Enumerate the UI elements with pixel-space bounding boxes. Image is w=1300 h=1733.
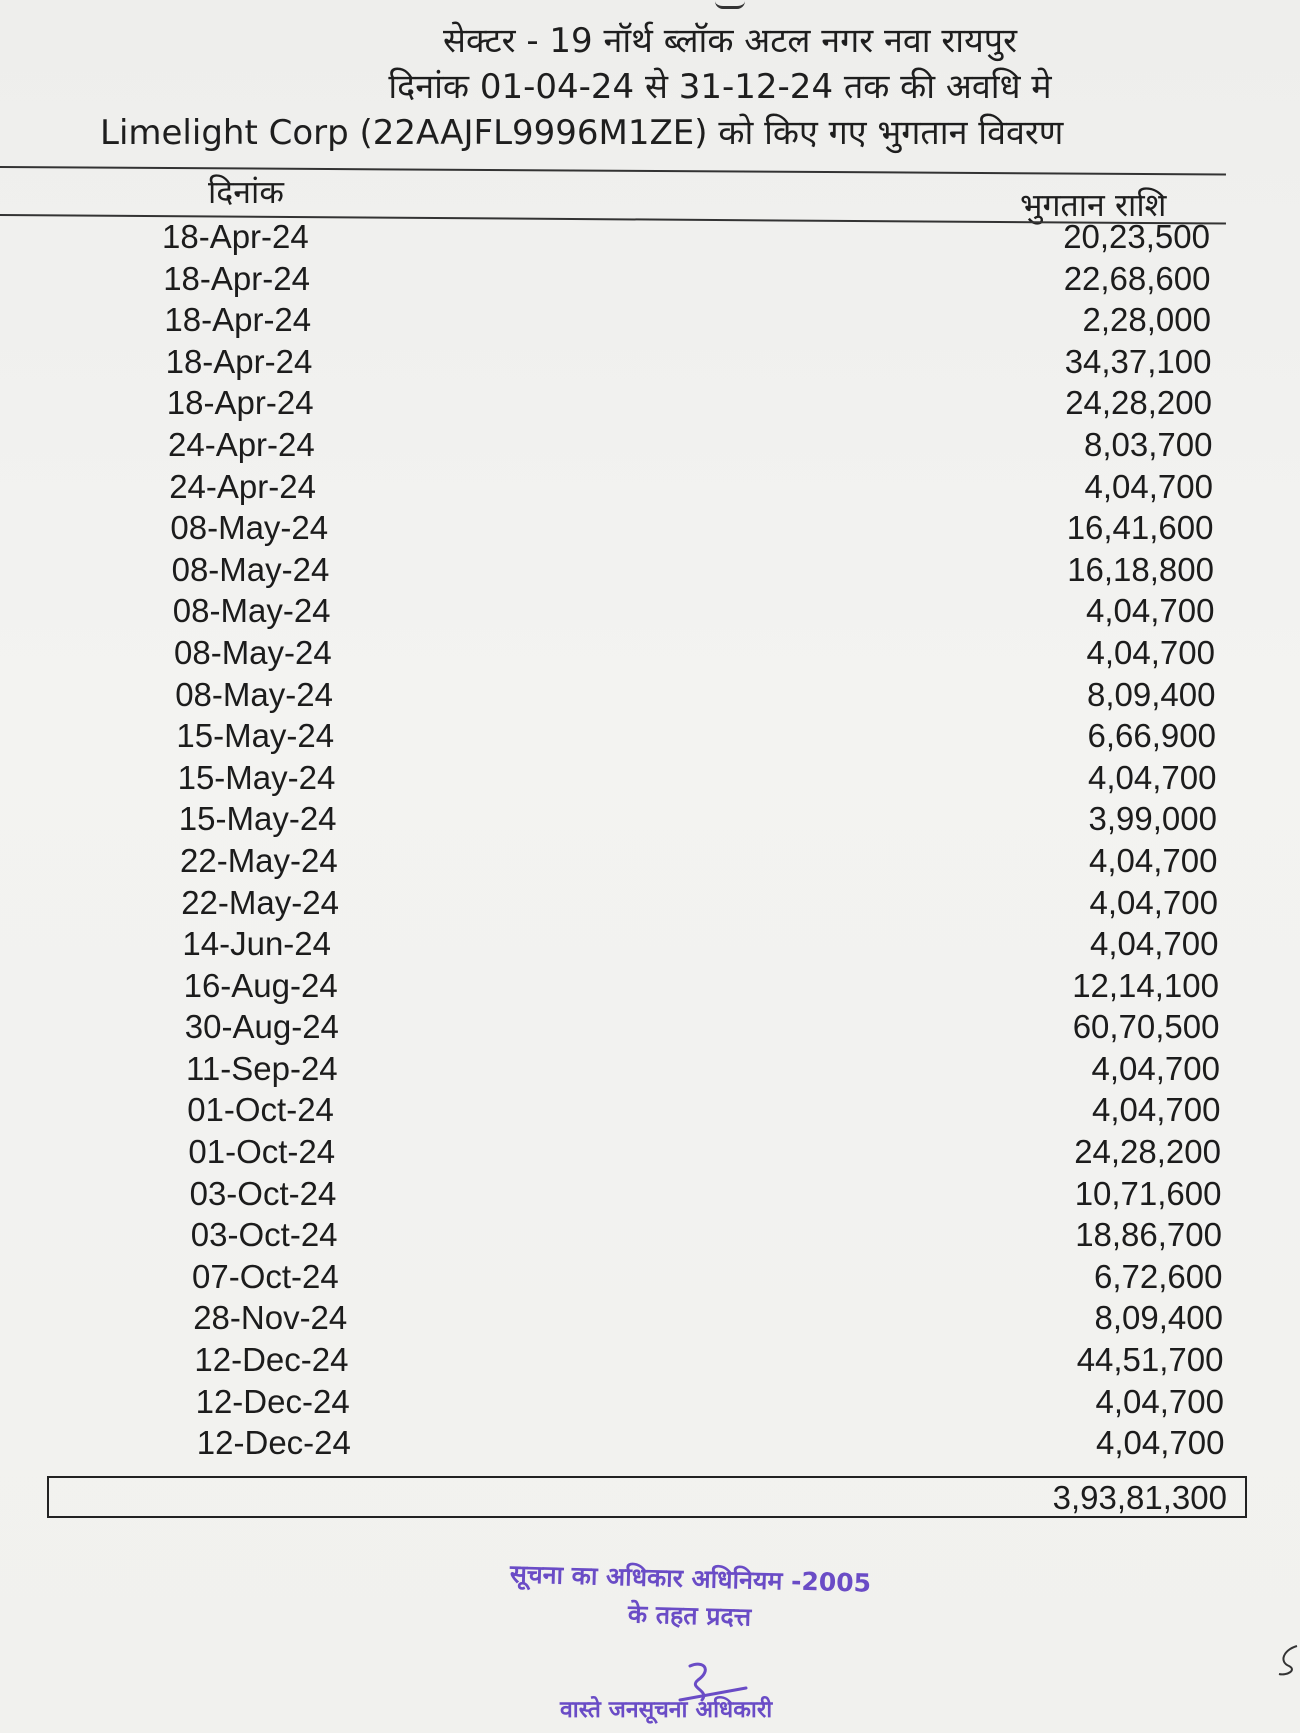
cut-off-heading-mark	[715, 0, 745, 9]
payment-date: 18-Apr-24	[166, 384, 314, 422]
payment-date: 08-May-24	[172, 592, 331, 630]
table-row	[0, 258, 1300, 300]
payment-amount: 4,04,700	[1086, 633, 1215, 671]
payment-amount: 18,86,700	[1075, 1216, 1222, 1254]
header-office-address: सेक्टर - 19 नॉर्थ ब्लॉक अटल नगर नवा रायपुर	[442, 21, 1018, 61]
stamp-act-text: सूचना का अधिकार अधिनियम -2005	[509, 1559, 872, 1598]
payment-date: 28-Nov-24	[193, 1299, 348, 1337]
table-row	[0, 965, 1300, 1007]
payment-date: 16-Aug-24	[183, 966, 338, 1004]
payment-date: 22-May-24	[180, 841, 338, 879]
payment-amount: 16,41,600	[1066, 509, 1214, 547]
header-period: दिनांक 01-04-24 से 31-12-24 तक की अवधि मे	[388, 67, 1052, 107]
payment-amount: 34,37,100	[1064, 342, 1212, 380]
table-row	[0, 1422, 1300, 1464]
payment-date: 24-Apr-24	[168, 425, 315, 463]
payment-date: 08-May-24	[171, 550, 330, 588]
payment-amount: 4,04,700	[1089, 883, 1218, 921]
payment-amount: 24,28,200	[1065, 384, 1212, 422]
table-row	[0, 674, 1300, 716]
payment-amount: 4,04,700	[1092, 1091, 1221, 1129]
payment-amount: 4,04,700	[1095, 1382, 1224, 1420]
payment-amount: 4,04,700	[1091, 1049, 1220, 1087]
table-row	[0, 798, 1300, 840]
payment-amount: 8,09,400	[1094, 1299, 1223, 1337]
table-row	[0, 632, 1300, 674]
table-row	[0, 549, 1300, 591]
table-row	[0, 1089, 1300, 1131]
payment-amount: 16,18,800	[1067, 550, 1214, 588]
column-header-amount: भुगतान राशि	[1020, 186, 1167, 224]
payment-amount: 22,68,600	[1063, 259, 1211, 297]
payment-amount: 10,71,600	[1074, 1174, 1222, 1212]
table-row	[0, 1048, 1300, 1090]
payment-date: 15-May-24	[177, 758, 336, 796]
payment-date: 07-Oct-24	[192, 1257, 339, 1295]
payment-date: 15-May-24	[178, 800, 337, 838]
payment-date: 01-Oct-24	[188, 1133, 336, 1171]
rti-stamp	[429, 1553, 951, 1641]
payment-amount: 2,28,000	[1082, 301, 1211, 339]
payment-date: 11-Sep-24	[186, 1049, 338, 1087]
payment-amount: 8,03,700	[1084, 425, 1213, 463]
payment-amount: 4,04,700	[1084, 467, 1213, 505]
table-row	[0, 466, 1300, 508]
table-row	[0, 1214, 1300, 1256]
payment-date: 24-Apr-24	[169, 467, 316, 505]
payment-amount: 4,04,700	[1088, 758, 1217, 796]
table-row	[0, 1006, 1300, 1048]
payment-date: 18-Apr-24	[165, 342, 313, 380]
payment-date: 14-Jun-24	[182, 925, 331, 963]
payment-amount: 4,04,700	[1090, 925, 1219, 963]
payment-date: 12-Dec-24	[195, 1382, 350, 1420]
payment-amount: 20,23,500	[1063, 218, 1210, 255]
payment-table-body	[0, 216, 1300, 1464]
payment-date: 03-Oct-24	[189, 1174, 337, 1212]
payment-date: 08-May-24	[170, 509, 329, 547]
payment-amount: 4,04,700	[1089, 841, 1218, 879]
table-row	[0, 882, 1300, 924]
payment-date: 22-May-24	[181, 883, 339, 921]
payment-date: 12-Dec-24	[194, 1341, 349, 1379]
table-row	[0, 299, 1300, 341]
payment-amount: 44,51,700	[1076, 1341, 1224, 1379]
payment-amount: 6,66,900	[1087, 717, 1216, 755]
stamp-officer-text: वास्ते जनसूचना अधिकारी	[560, 1697, 773, 1723]
stamp-provided-text: के तहत प्रदत्त	[627, 1599, 752, 1632]
table-row	[0, 1339, 1300, 1381]
payment-date: 03-Oct-24	[190, 1216, 338, 1254]
header-subject: Limelight Corp (22AAJFL9996M1ZE) को किए गए भुगतान विवरण	[100, 113, 1064, 153]
payment-amount: 24,28,200	[1074, 1133, 1221, 1171]
column-header-date: दिनांक	[208, 173, 284, 211]
table-row	[0, 840, 1300, 882]
total-row	[47, 1476, 1247, 1518]
table-row	[0, 1297, 1300, 1339]
margin-pen-mark	[1275, 1640, 1300, 1680]
table-row	[0, 590, 1300, 632]
table-row	[0, 757, 1300, 799]
table-row	[0, 341, 1300, 383]
table-top-rule	[0, 166, 1226, 175]
payment-amount: 4,04,700	[1086, 592, 1215, 630]
payment-date: 01-Oct-24	[187, 1091, 334, 1129]
payment-date: 18-Apr-24	[164, 301, 312, 339]
payment-date: 12-Dec-24	[196, 1424, 351, 1462]
table-row	[0, 1381, 1300, 1423]
payment-amount: 3,99,000	[1088, 800, 1217, 838]
payment-amount: 4,04,700	[1096, 1424, 1225, 1462]
payment-amount: 8,09,400	[1087, 675, 1216, 713]
payment-amount: 12,14,100	[1072, 966, 1219, 1004]
payment-date: 18-Apr-24	[163, 259, 310, 297]
table-row	[0, 382, 1300, 424]
table-row	[0, 424, 1300, 466]
table-row	[0, 1256, 1300, 1298]
table-row	[0, 507, 1300, 549]
payment-date: 08-May-24	[175, 675, 333, 713]
table-row	[0, 1131, 1300, 1173]
payment-date: 15-May-24	[176, 717, 335, 755]
table-row	[0, 715, 1300, 757]
payment-date: 18-Apr-24	[162, 218, 309, 255]
payment-amount: 60,70,500	[1072, 1008, 1220, 1046]
total-amount: 3,93,81,300	[1052, 1479, 1227, 1516]
table-row	[0, 923, 1300, 965]
table-row	[0, 216, 1300, 258]
payment-amount: 6,72,600	[1094, 1257, 1223, 1295]
payment-date: 30-Aug-24	[184, 1008, 339, 1046]
payment-date: 08-May-24	[174, 633, 332, 671]
document-header	[0, 18, 1300, 156]
table-row	[0, 1173, 1300, 1215]
